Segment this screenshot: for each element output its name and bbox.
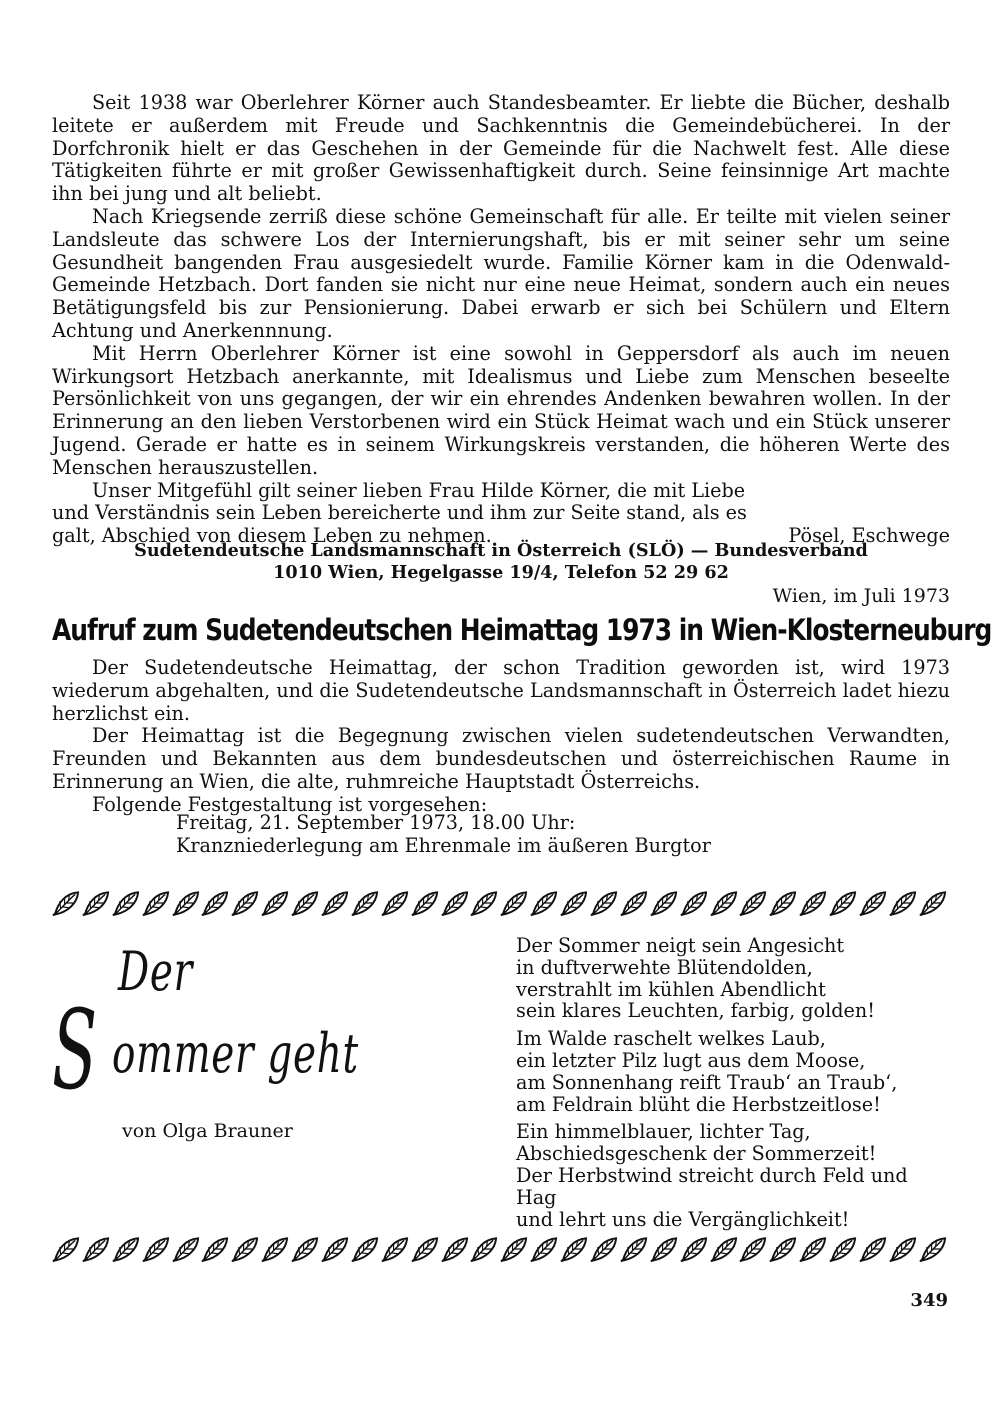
leaf-ornament-icon (52, 889, 81, 917)
org-name: Sudetendeutsche Landsmannschaft in Österreich (SLÖ) — Bundesverband (134, 540, 868, 561)
appeal-text (52, 657, 950, 817)
leaf-ornament-icon (261, 889, 290, 917)
leaf-ornament-icon (411, 1235, 440, 1263)
leaf-ornament-icon (530, 1235, 559, 1263)
leaf-ornament-icon (620, 1235, 649, 1263)
leaf-ornament-icon (590, 889, 619, 917)
obituary-paragraph: Seit 1938 war Oberlehrer Körner auch Standesbeamter. Er liebte die Bücher, deshalb leitete er außerdem mit Freude und Sachkenntnis die Gemeindebücherei. In der Dorfchronik hielt er das Geschehen in der Gemeinde für die Nachwelt fest. Alle diese Tätigkeiten führte er mit großer Gewissenhaftigkeit durch. Seine feinsinnige Art machte ihn bei jung und alt beliebt. (52, 91, 950, 206)
poem-stanza (516, 1028, 956, 1115)
ornament-border-top (52, 888, 948, 918)
dateline: Wien, im Juli 1973 (772, 585, 950, 607)
leaf-ornament-icon (710, 1235, 739, 1263)
leaf-ornament-icon (500, 889, 529, 917)
leaf-ornament-icon (859, 1235, 888, 1263)
obituary-paragraph: Nach Kriegsende zerriß diese schöne Gemeinschaft für alle. Er teilte mit vielen seiner Landsleute das schwere Los der Internierungshaft, bis er mit seiner sehr um seine Gesundheit bangenden Frau ausgesiedelt wurde. Familie Körner kam in die Odenwald-Gemeinde Hetzbach. Dort fanden sie nicht nur eine neue Heimat, sondern auch ein neues Betätigungsfeld bis zur Pensionierung. Dabei erwarb er sich bei Schülern und Eltern Achtung und Anerkennnung. (52, 204, 950, 342)
leaf-ornament-icon (500, 1235, 529, 1263)
leaf-ornament-icon (739, 889, 768, 917)
program-event: Kranzniederlegung am Ehrenmale im äußeren Burgtor (176, 833, 711, 857)
leaf-ornament-icon (919, 889, 948, 917)
leaf-ornament-icon (381, 889, 410, 917)
appeal-paragraph: Folgende Festgestaltung ist vorgesehen: (92, 792, 488, 816)
leaf-ornament-icon (680, 1235, 709, 1263)
leaf-ornament-icon (680, 889, 709, 917)
poem-line: Abschiedsgeschenk der Sommerzeit! (516, 1142, 877, 1166)
leaf-ornament-icon (82, 1235, 111, 1263)
leaf-ornament-icon (859, 889, 888, 917)
leaf-ornament-icon (470, 1235, 499, 1263)
leaf-ornament-icon (142, 889, 171, 917)
leaf-ornament-icon (411, 889, 440, 917)
leaf-ornament-icon (112, 1235, 141, 1263)
leaf-ornament-icon (769, 1235, 798, 1263)
leaf-ornament-icon (321, 889, 350, 917)
appeal-paragraph: Der Sudetendeutsche Heimattag, der schon Tradition geworden ist, wird 1973 wiederum abgehalten, und die Sudetendeutsche Landsmannschaft in Österreich ladet hiezu herzlichst ein. (52, 656, 950, 725)
poem-title-initial: S (52, 986, 98, 1114)
poem-line: Der Herbstwind streicht durch Feld und (516, 1163, 908, 1187)
leaf-ornament-icon (351, 1235, 380, 1263)
ornament-border-bottom (52, 1234, 948, 1264)
program-date: Freitag, 21. September 1973, 18.00 Uhr: (176, 811, 576, 834)
poem-title-der: Der (118, 940, 193, 1003)
page-number: 349 (910, 1290, 948, 1311)
org-address: 1010 Wien, Hegelgasse 19/4, Telefon 52 29 62 (273, 562, 729, 583)
leaf-ornament-icon (441, 889, 470, 917)
poem-line: Im Walde raschelt welkes Laub, (516, 1027, 826, 1051)
leaf-ornament-icon (739, 1235, 768, 1263)
leaf-ornament-icon (560, 889, 589, 917)
poem-author: von Olga Brauner (122, 1120, 293, 1142)
leaf-ornament-icon (650, 1235, 679, 1263)
leaf-ornament-icon (470, 889, 499, 917)
program-details (176, 812, 711, 858)
leaf-ornament-icon (530, 889, 559, 917)
poem-line: verstrahlt im kühlen Abendlicht (516, 977, 826, 1001)
poem-line: Hag (516, 1185, 557, 1209)
leaf-ornament-icon (710, 889, 739, 917)
leaf-ornament-icon (829, 1235, 858, 1263)
obituary-signature: Pösel, Eschwege (788, 524, 950, 548)
leaf-ornament-icon (172, 889, 201, 917)
leaf-ornament-icon (112, 889, 141, 917)
poem-line: Ein himmelblauer, lichter Tag, (516, 1120, 811, 1144)
poem-line: Der Sommer neigt sein Angesicht (516, 934, 845, 957)
leaf-ornament-icon (919, 1235, 948, 1263)
poem-body (516, 935, 956, 1236)
poem-line: ein letzter Pilz lugt aus dem Moose, (516, 1048, 866, 1072)
leaf-ornament-icon (560, 1235, 589, 1263)
leaf-ornament-icon (201, 1235, 230, 1263)
leaf-ornament-icon (889, 889, 918, 917)
leaf-ornament-icon (829, 889, 858, 917)
poem-line: sein klares Leuchten, farbig, golden! (516, 999, 875, 1023)
poem-line: am Feldrain blüht die Herbstzeitlose! (516, 1092, 881, 1116)
obituary-text (52, 92, 950, 548)
leaf-ornament-icon (321, 1235, 350, 1263)
obituary-paragraph: Unser Mitgefühl gilt seiner lieben Frau Hilde Körner, die mit Liebe und Verständnis sein Leben bereicherte und ihm zur Seite stand, als es galt, Abschied von diesem Leben zu nehmen. (52, 478, 747, 548)
poem-stanza (516, 1121, 956, 1230)
poem-title-rest: ommer geht (112, 1022, 359, 1085)
leaf-ornament-icon (799, 1235, 828, 1263)
leaf-ornament-icon (231, 889, 260, 917)
poem-line: am Sonnenhang reift Traub‘ an Traub‘, (516, 1070, 898, 1094)
leaf-ornament-icon (142, 1235, 171, 1263)
leaf-ornament-icon (769, 889, 798, 917)
leaf-ornament-icon (261, 1235, 290, 1263)
leaf-ornament-icon (351, 889, 380, 917)
leaf-ornament-icon (52, 1235, 81, 1263)
leaf-ornament-icon (201, 889, 230, 917)
leaf-ornament-icon (82, 889, 111, 917)
leaf-ornament-icon (291, 1235, 320, 1263)
appeal-paragraph: Der Heimattag ist die Begegnung zwischen vielen sudetendeutschen Verwandten, Freunden und Bekannten aus dem bundesdeutschen und österreichischen Raume in Erinnerung an Wien, die alte, ruhmreiche Hauptstadt Österreichs. (52, 724, 950, 793)
poem-line: in duftverwehte Blütendolden, (516, 955, 813, 979)
leaf-ornament-icon (799, 889, 828, 917)
poem-stanza (516, 935, 956, 1022)
leaf-ornament-icon (381, 1235, 410, 1263)
leaf-ornament-icon (889, 1235, 918, 1263)
leaf-ornament-icon (291, 889, 320, 917)
leaf-ornament-icon (650, 889, 679, 917)
leaf-ornament-icon (620, 889, 649, 917)
headline: Aufruf zum Sudetendeutschen Heimattag 1973 in Wien-Klosterneuburg (52, 613, 992, 647)
obituary-paragraph: Mit Herrn Oberlehrer Körner ist eine sowohl in Geppersdorf als auch im neuen Wirkungsort Hetzbach anerkannte, mit Idealismus und Liebe zum Menschen beseelte Persönlichkeit von uns gegangen, der wir ein ehrendes Andenken bewahren wollen. In der Erinnerung an den lieben Verstorbenen wird ein Stück Heimat wach und ein Stück unserer Jugend. Gerade er hatte es in seinem Wirkungskreis verstanden, die höheren Werte des Menschen herauszustellen. (52, 341, 950, 479)
leaf-ornament-icon (590, 1235, 619, 1263)
leaf-ornament-icon (172, 1235, 201, 1263)
poem-line: und lehrt uns die Vergänglichkeit! (516, 1207, 850, 1231)
leaf-ornament-icon (231, 1235, 260, 1263)
leaf-ornament-icon (441, 1235, 470, 1263)
